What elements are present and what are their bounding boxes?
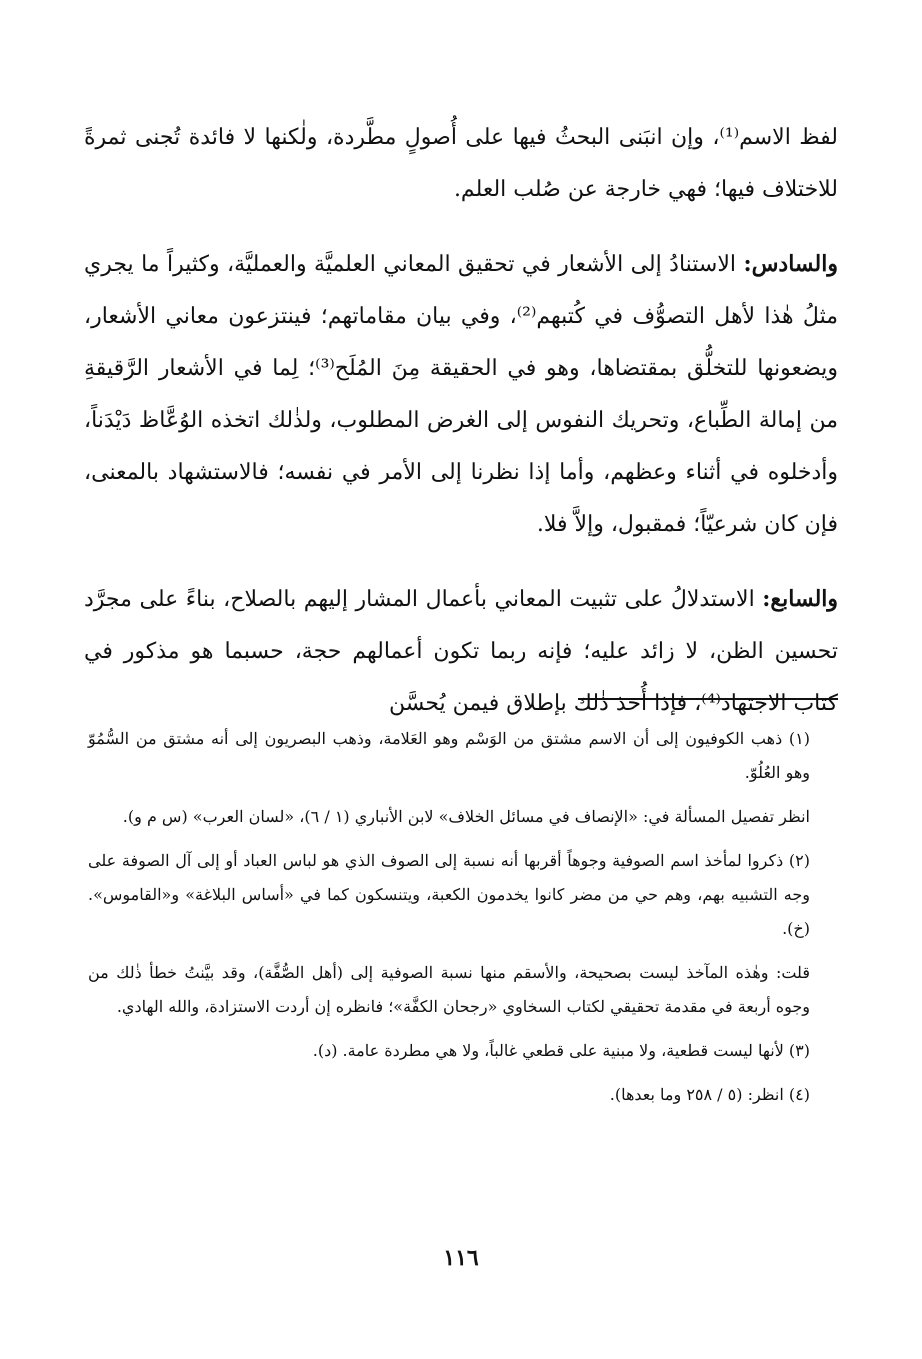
paragraph-sixth-text: الاستنادُ إلى الأشعار في تحقيق المعاني العلميَّة والعمليَّة، وكثيراً ما يجري مثلُ هٰذا لأهل التصوُّف في كُتبهم⁽²⁾، وفي بيان مقاماتهم؛ فينتزعون معاني الأشعار، ويضعونها للتخلُّق بمقتضاها، وهو في الحقيقة مِنَ المُلَح⁽³⁾؛ لِما في الأشعار الرَّقيقةِ من إمالة الطِّباع، وتحريك النفوس إلى الغرض المطلوب، ولذٰلك اتخذه الوُعَّاظ دَيْدَناً، وأدخلوه في أثناء وعظهم، وأما إذا نظرنا إلى الأمر في نفسه؛ فالاستشهاد بالمعنى، فإن كان شرعيّاً؛ فمقبول، وإلاَّ فلا. xyxy=(84,252,838,537)
paragraph-1 xyxy=(84,112,838,216)
main-text xyxy=(84,112,838,752)
paragraph-sixth xyxy=(84,238,838,551)
footnotes xyxy=(88,722,838,1122)
footnote-2: (٢) ذكروا لمأخذ اسم الصوفية وجوهاً أقربها أنه نسبة إلى الصوف الذي هو لباس العباد أو إلى آل الصوفة على وجه التشبيه بهم، وهم حي من مضر كانوا يخدمون الكعبة، ويتنسكون كما في «أساس البلاغة» و«القاموس». (خ). xyxy=(88,851,811,938)
footnote-1-reference: انظر تفصيل المسألة في: «الإنصاف في مسائل الخلاف» لابن الأنباري (١ / ٦)، «لسان العرب» (س م و). xyxy=(122,807,810,826)
footnote-1: (١) ذهب الكوفيون إلى أن الاسم مشتق من الوَسْم وهو العَلامة، وذهب البصريون إلى أنه مشتق من السُّمُوّ وهو العُلُوّ. xyxy=(88,729,810,782)
paragraph-seventh-heading: والسابع: xyxy=(762,586,839,612)
footnote-4: (٤) انظر: (٥ / ٢٥٨ وما بعدها). xyxy=(609,1085,810,1104)
paragraph-sixth-heading: والسادس: xyxy=(743,251,838,277)
paragraph-seventh-text: الاستدلالُ على تثبيت المعاني بأعمال المشار إليهم بالصلاح، بناءً على مجرَّد تحسين الظن، لا زائد عليه؛ فإنه ربما تكون أعمالهم حجة، حسبما هو مذكور في كتاب الاجتهاد⁽⁴⁾، فإذا أُخذ ذٰلك بإطلاق فيمن يُحسَّن xyxy=(84,587,838,716)
paragraph-seventh xyxy=(84,573,838,730)
page-number: ١١٦ xyxy=(443,1245,479,1271)
footnote-2-comment: قلت: وهٰذه المآخذ ليست بصحيحة، والأسقم منها نسبة الصوفية إلى (أهل الصُّفَّة)، وقد بيَّنتُ خطأ ذٰلك من وجوه أربعة في مقدمة تحقيقي لكتاب السخاوي «رجحان الكفَّة»؛ فانظره إن أردت الاستزادة، والله الهادي. xyxy=(88,963,810,1016)
paragraph-1-text: لفظ الاسم⁽¹⁾، وإن انبَنى البحثُ فيها على أُصولٍ مطَّردة، ولٰكنها لا فائدة تُجنى ثمرةً للاختلاف فيها؛ فهي خارجة عن صُلب العلم. xyxy=(84,125,838,202)
footnote-divider xyxy=(578,698,838,700)
footnote-3: (٣) لأنها ليست قطعية، ولا مبنية على قطعي غالباً، ولا هي مطردة عامة. (د). xyxy=(312,1041,810,1060)
